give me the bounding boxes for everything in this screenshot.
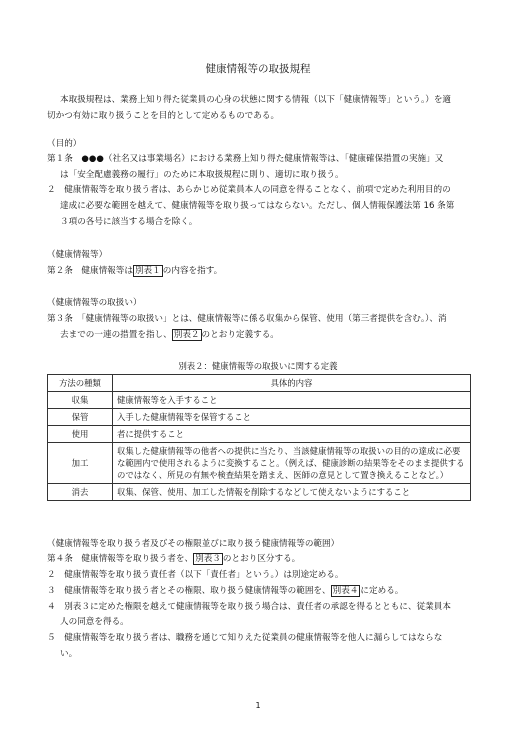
- article2-heading: （健康情報等）: [47, 250, 108, 260]
- article4-line-5b: い。: [60, 649, 78, 659]
- article4-line-2: ２ 健康情報等を取り扱う責任者（以下「責任者」という。）は別途定める。: [47, 570, 344, 580]
- article4-heading: （健康情報等を取り扱う者及びその権限並びに取り扱う健康情報等の範囲）: [47, 539, 340, 549]
- table-row: [48, 426, 471, 443]
- article1-line-5: ３項の各号に該当する場合を除く。: [60, 217, 198, 227]
- table-cell-term: 消去: [48, 484, 113, 501]
- document-title: 健康情報等の取扱規程: [205, 63, 311, 75]
- table-cell-term: 保管: [48, 409, 113, 426]
- table-cell-term: 収集: [48, 392, 113, 409]
- article4-line-4b: 人の同意を得る。: [60, 617, 129, 627]
- article4-line-1: [47, 554, 300, 565]
- table-header-content: 具体的内容: [113, 375, 471, 392]
- article1-heading: （目的）: [47, 139, 82, 149]
- table-row: [48, 484, 471, 501]
- table-cell-desc: 収集した健康情報等の他者への提供に当たり、当該健康情報等の取扱いの目的の達成に必要な範囲内で使用されるように変換すること。（例えば、健康診断の結果等をそのまま提供するのではなく、所見の有無や検査結果を踏まえ、医師の意見として置き換えることなど。）: [113, 443, 471, 484]
- table-cell-desc: 入手した健康情報等を保管すること: [113, 409, 471, 426]
- table-cell-desc: 健康情報等を入手すること: [113, 392, 471, 409]
- article3-text-post: のとおり定義する。: [201, 330, 279, 340]
- article1-line-1: 第１条 ●●●（社名又は事業場名）における業務上知り得た健康情報等は、「健康確保措置の実施」又: [47, 154, 444, 164]
- article4-line3-pre: ３ 健康情報等を取り扱う者とその権限、取り扱う健康情報等の範囲を、: [47, 586, 331, 596]
- article2-text-pre: 第２条 健康情報等は: [47, 266, 133, 276]
- article4-text-pre: 第４条 健康情報等を取り扱う者を、: [47, 554, 194, 564]
- table-row: [48, 443, 471, 484]
- article3-heading: （健康情報等の取扱い）: [47, 298, 142, 308]
- article3-text-pre: 去までの一連の措置を指し、: [60, 330, 172, 340]
- article4-ref-table4: 別表４: [332, 586, 359, 596]
- article3-ref-table: 別表２: [173, 330, 200, 340]
- article2-ref-table: 別表１: [134, 266, 161, 276]
- article3-line-2: [60, 330, 279, 341]
- table-caption: 別表２：健康情報等の取扱いに関する定義: [178, 361, 338, 371]
- article4-line3-post: に定める。: [360, 586, 404, 596]
- article4-line-3: [47, 586, 403, 597]
- table-cell-desc: 収集、保管、使用、加工した情報を削除するなどして使えないようにすること: [113, 484, 471, 501]
- article1-line-4: 達成に必要な範囲を越えて、健康情報等を取り扱ってはならない。ただし、個人情報保護法第 16 条第: [60, 201, 455, 211]
- article4-ref-table3: 別表３: [195, 554, 221, 564]
- article3-line-1: 第３条 「健康情報等の取扱い」とは、健康情報等に係る収集から保管、使用（第三者提供を含む。）、消: [47, 314, 447, 324]
- article2-line: [47, 266, 222, 277]
- definition-table: [47, 374, 471, 501]
- article4-line-4a: ４ 別表３に定めた権限を越えて健康情報等を取り扱う場合は、責任者の承認を得るとともに、従業員本: [47, 602, 451, 612]
- table-header-row: [48, 375, 471, 392]
- page-number: 1: [255, 701, 261, 710]
- article4-text-post: のとおり区分する。: [222, 554, 301, 564]
- intro-line-1: 本取扱規程は、業務上知り得た従業員の心身の状態に関する情報（以下「健康情報等」という。）を適: [60, 95, 452, 105]
- article1-line-3: ２ 健康情報等を取り扱う者は、あらかじめ従業員本人の同意を得ることなく、前項で定めた利用目的の: [47, 185, 451, 195]
- table-cell-desc: 者に提供すること: [113, 426, 471, 443]
- article4-line-5a: ５ 健康情報等を取り扱う者は、職務を通じて知りえた従業員の健康情報等を他人に漏らしてはならな: [47, 633, 443, 643]
- intro-line-2: 切かつ有効に取り扱うことを目的として定めるものである。: [47, 111, 280, 121]
- table-header-method: 方法の種類: [48, 375, 113, 392]
- article1-line-2: は「安全配慮義務の履行」のために本取扱規程に則り、適切に取り扱う。: [60, 170, 344, 180]
- table-row: [48, 392, 471, 409]
- table-row: [48, 409, 471, 426]
- article2-text-post: の内容を指す。: [162, 266, 223, 276]
- table-cell-term: 加工: [48, 443, 113, 484]
- table-cell-term: 使用: [48, 426, 113, 443]
